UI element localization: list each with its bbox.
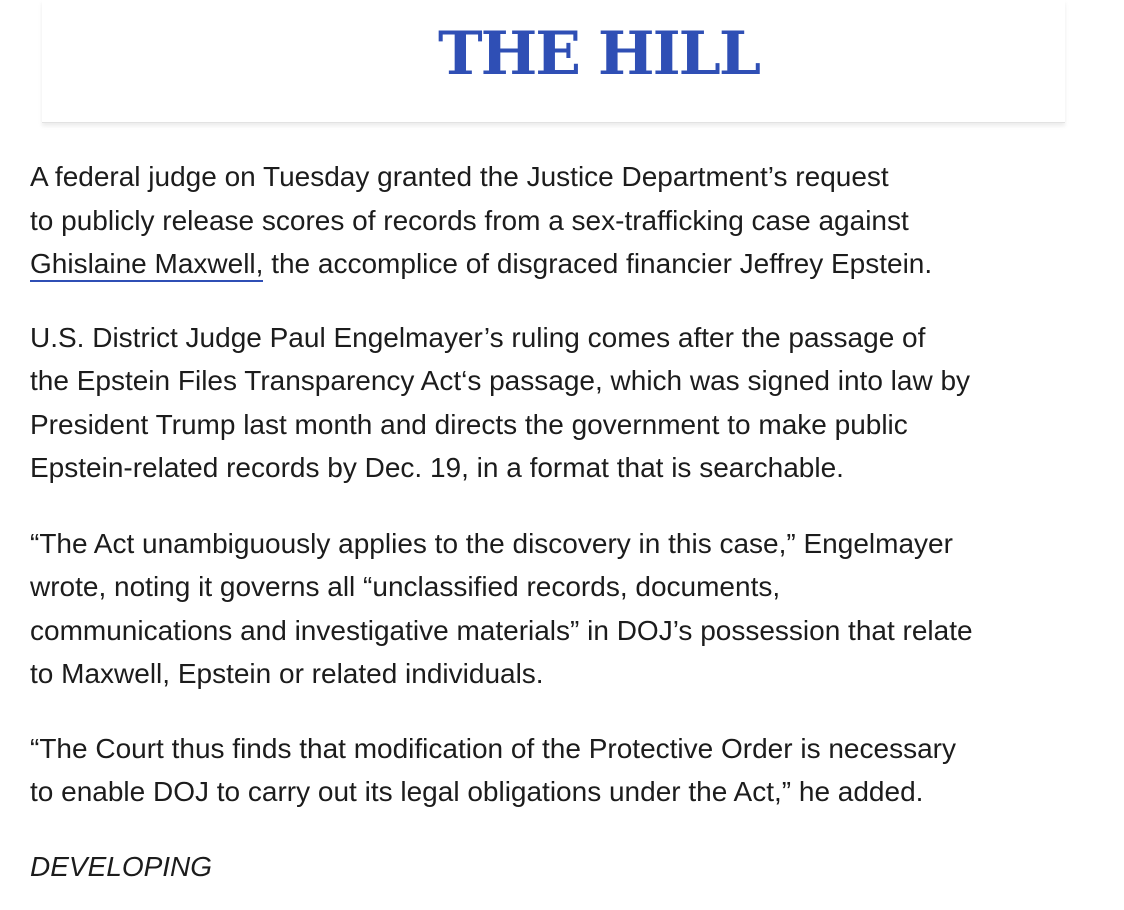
article-paragraph-3 (30, 522, 1100, 696)
paragraph-line: President Trump last month and directs the government to make public (30, 408, 908, 440)
ghislaine-maxwell-link[interactable]: Ghislaine Maxwell, (30, 248, 263, 282)
paragraph-line: U.S. District Judge Paul Engelmayer’s ruling comes after the passage of (30, 321, 926, 353)
paragraph-line: the accomplice of disgraced financier Jeffrey Epstein. (263, 248, 933, 279)
paragraph-line: “The Act unambiguously applies to the discovery in this case,” Engelmayer (30, 527, 953, 559)
paragraph-line: A federal judge on Tuesday granted the Justice Department’s request (30, 161, 889, 192)
article-paragraph-4 (30, 727, 1100, 814)
paragraph-line: to publicly release scores of records from a sex-trafficking case against (30, 204, 909, 236)
the-hill-logo[interactable]: THE HILL (437, 19, 760, 89)
article-paragraph-1 (30, 155, 1100, 286)
paragraph-line: the Epstein Files Transparency Act‘s passage, which was signed into law by (30, 365, 971, 396)
paragraph-line: communications and investigative materials” in DOJ’s possession that relate (30, 614, 973, 646)
paragraph-line: to enable DOJ to carry out its legal obligations under the Act,” he added. (30, 776, 924, 807)
article-body (30, 155, 1100, 910)
paragraph-line: Epstein-related records by Dec. 19, in a format that is searchable. (30, 452, 844, 483)
paragraph-line: to Maxwell, Epstein or related individuals. (30, 658, 544, 689)
developing-label: DEVELOPING (30, 850, 213, 882)
masthead (42, 0, 1065, 123)
paragraph-line: wrote, noting it governs all “unclassified records, documents, (30, 571, 781, 602)
paragraph-line: “The Court thus finds that modification of the Protective Order is necessary (30, 732, 956, 764)
article-paragraph-2 (30, 316, 1100, 490)
